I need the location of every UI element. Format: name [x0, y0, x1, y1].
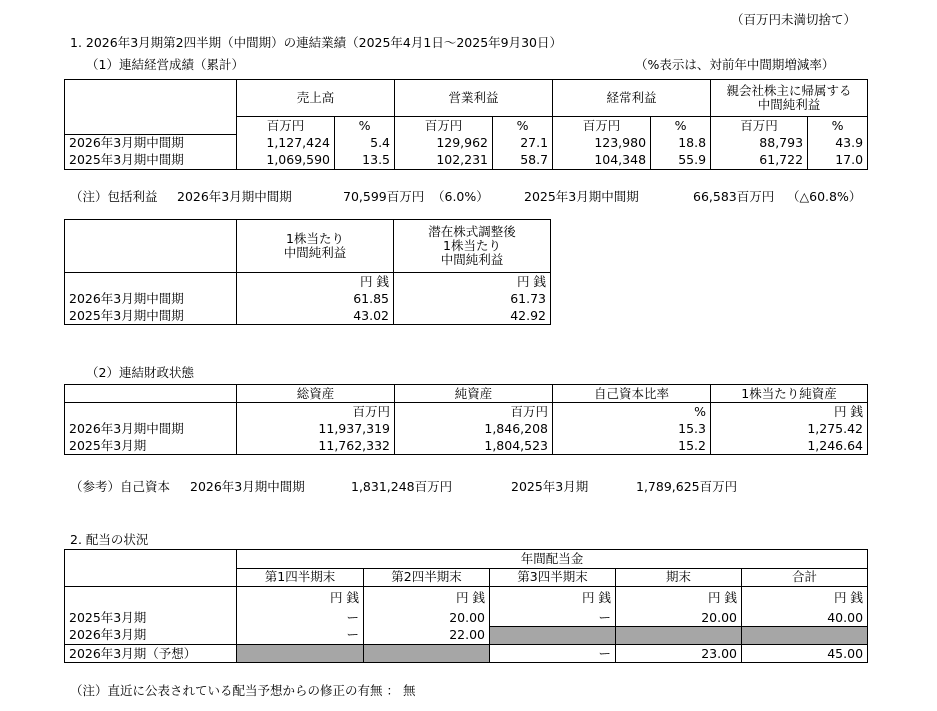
dividend-unit-label: [65, 587, 237, 610]
comprehensive-note-cur-value: 70,599百万円: [343, 189, 425, 204]
cell: 61.85: [237, 290, 394, 307]
results-header-netincome-line2: 中間純利益: [757, 97, 821, 112]
unit-cell: 百万円: [237, 403, 395, 421]
dividend-header-total: 合計: [742, 568, 868, 587]
unit-cell: 百万円: [395, 403, 553, 421]
cell: 17.0: [808, 152, 868, 170]
row-label: 2026年3月期（予想）: [65, 645, 237, 663]
cell: 104,348: [553, 152, 651, 170]
cell: ー: [490, 609, 616, 627]
row-label: 2026年3月期中間期: [65, 420, 237, 437]
results-header-netincome: [711, 80, 868, 117]
dividend-header-q2: 第2四半期末: [364, 568, 490, 587]
dividend-note: （注）直近に公表されている配当予想からの修正の有無 ： 無: [70, 683, 416, 698]
unit-cell: 円 銭: [711, 403, 868, 421]
eps-header-2-line2: 1株当たり: [443, 238, 501, 253]
cell-shaded: [616, 627, 742, 645]
cell: 18.8: [651, 134, 711, 152]
sub2-title: （2）連結財政状態: [86, 365, 194, 380]
comprehensive-note-cur-label: 2026年3月期中間期: [177, 189, 292, 204]
cell-shaded: [742, 627, 868, 645]
row-label: 2026年3月期: [65, 627, 237, 645]
comprehensive-note-prev-label: 2025年3月期中間期: [524, 189, 639, 204]
table-row: [65, 420, 868, 437]
cell: 40.00: [742, 609, 868, 627]
financial-header-total-assets: 総資産: [237, 385, 395, 403]
table-row: [65, 645, 868, 663]
row-label: 2025年3月期中間期: [65, 152, 237, 170]
unit-cell: 百万円: [711, 117, 808, 135]
eps-unit-label: [65, 273, 237, 291]
financial-header-equity-ratio: 自己資本比率: [553, 385, 711, 403]
cell: 1,246.64: [711, 437, 868, 455]
cell: 20.00: [364, 609, 490, 627]
unit-cell: 百万円: [237, 117, 335, 135]
cell: 43.9: [808, 134, 868, 152]
row-label: 2026年3月期中間期: [65, 134, 237, 152]
dividend-group-header: 年間配当金: [237, 550, 868, 569]
cell: 123,980: [553, 134, 651, 152]
unit-cell: 円 銭: [237, 587, 364, 610]
cell: 20.00: [616, 609, 742, 627]
eps-header-2: [394, 220, 551, 273]
cell: ー: [490, 645, 616, 663]
comprehensive-note-cur-pct: （6.0%）: [432, 189, 489, 204]
cell: 22.00: [364, 627, 490, 645]
cell: 42.92: [394, 307, 551, 325]
unit-cell: 円 銭: [742, 587, 868, 610]
dividend-header-q3: 第3四半期末: [490, 568, 616, 587]
cell: 61,722: [711, 152, 808, 170]
cell-shaded: [364, 645, 490, 663]
table-row: [65, 609, 868, 627]
unit-cell: %: [335, 117, 395, 135]
table-row: [65, 290, 551, 307]
cell-shaded: [237, 645, 364, 663]
cell: 11,937,319: [237, 420, 395, 437]
unit-cell: %: [651, 117, 711, 135]
table-row: [65, 134, 868, 152]
results-header-sales: 売上高: [237, 80, 395, 117]
results-header-operating: 営業利益: [395, 80, 553, 117]
unit-cell: 円 銭: [237, 273, 394, 291]
comprehensive-note-prev-value: 66,583百万円: [693, 189, 775, 204]
comprehensive-note-prefix: （注）包括利益: [70, 189, 158, 204]
cell: 129,962: [395, 134, 493, 152]
row-label: 2025年3月期中間期: [65, 307, 237, 325]
cell: 88,793: [711, 134, 808, 152]
equity-note-cur-value: 1,831,248百万円: [351, 479, 453, 494]
unit-cell: 円 銭: [616, 587, 742, 610]
eps-header-2-line3: 中間純利益: [440, 252, 504, 267]
row-label: 2025年3月期: [65, 609, 237, 627]
eps-header-1-line1: 1株当たり: [286, 231, 344, 246]
cell: 15.2: [553, 437, 711, 455]
cell: 43.02: [237, 307, 394, 325]
cell: 102,231: [395, 152, 493, 170]
cell: 1,127,424: [237, 134, 335, 152]
cell: ー: [237, 627, 364, 645]
unit-cell: 円 銭: [394, 273, 551, 291]
section2-title: 2. 配当の状況: [70, 532, 149, 547]
comprehensive-note-prev-pct: （△60.8%）: [787, 189, 862, 204]
unit-cell: %: [808, 117, 868, 135]
dividend-header-yearend: 期末: [616, 568, 742, 587]
cell: 1,275.42: [711, 420, 868, 437]
unit-cell: 円 銭: [364, 587, 490, 610]
table-row: [65, 152, 868, 170]
cell: 23.00: [616, 645, 742, 663]
sub1-note: （%表示は、対前年中間期増減率）: [635, 57, 835, 72]
cell: 27.1: [493, 134, 553, 152]
cell-shaded: [490, 627, 616, 645]
results-header-netincome-line1: 親会社株主に帰属する: [726, 83, 852, 98]
eps-corner: [65, 220, 237, 273]
eps-header-1: [237, 220, 394, 273]
eps-header-2-line1: 潜在株式調整後: [428, 224, 516, 239]
cell: 11,762,332: [237, 437, 395, 455]
table-row: [65, 627, 868, 645]
equity-note-cur-label: 2026年3月期中間期: [190, 479, 305, 494]
cell: 1,846,208: [395, 420, 553, 437]
eps-header-1-line2: 中間純利益: [283, 245, 347, 260]
cell: 13.5: [335, 152, 395, 170]
sub1-title: （1）連結経営成績（累計）: [86, 57, 244, 72]
cell: 58.7: [493, 152, 553, 170]
cell: 1,069,590: [237, 152, 335, 170]
equity-note-prefix: （参考）自己資本: [70, 479, 171, 494]
unit-cell: 百万円: [395, 117, 493, 135]
table-row: [65, 307, 551, 325]
equity-note-prev-label: 2025年3月期: [511, 479, 589, 494]
cell: 45.00: [742, 645, 868, 663]
dividend-corner: [65, 550, 237, 587]
financial-table: [64, 384, 868, 455]
unit-cell: 円 銭: [490, 587, 616, 610]
cell: ー: [237, 609, 364, 627]
eps-table: [64, 219, 551, 325]
unit-cell: %: [493, 117, 553, 135]
cell: 55.9: [651, 152, 711, 170]
results-corner: [65, 80, 237, 135]
cell: 5.4: [335, 134, 395, 152]
unit-note: （百万円未満切捨て）: [731, 12, 857, 27]
cell: 15.3: [553, 420, 711, 437]
results-header-ordinary: 経常利益: [553, 80, 711, 117]
unit-cell: 百万円: [553, 117, 651, 135]
results-table: [64, 79, 868, 170]
cell: 1,804,523: [395, 437, 553, 455]
dividend-header-q1: 第1四半期末: [237, 568, 364, 587]
section1-title: 1. 2026年3月期第2四半期（中間期）の連結業績（2025年4月1日～2025年9月30日）: [70, 35, 563, 50]
cell: 61.73: [394, 290, 551, 307]
unit-cell: %: [553, 403, 711, 421]
table-row: [65, 437, 868, 455]
financial-unit-label: [65, 403, 237, 421]
equity-note-prev-value: 1,789,625百万円: [636, 479, 738, 494]
financial-header-net-assets: 純資産: [395, 385, 553, 403]
row-label: 2025年3月期: [65, 437, 237, 455]
dividend-table: [64, 549, 868, 663]
financial-header-bps: 1株当たり純資産: [711, 385, 868, 403]
row-label: 2026年3月期中間期: [65, 290, 237, 307]
financial-corner: [65, 385, 237, 403]
